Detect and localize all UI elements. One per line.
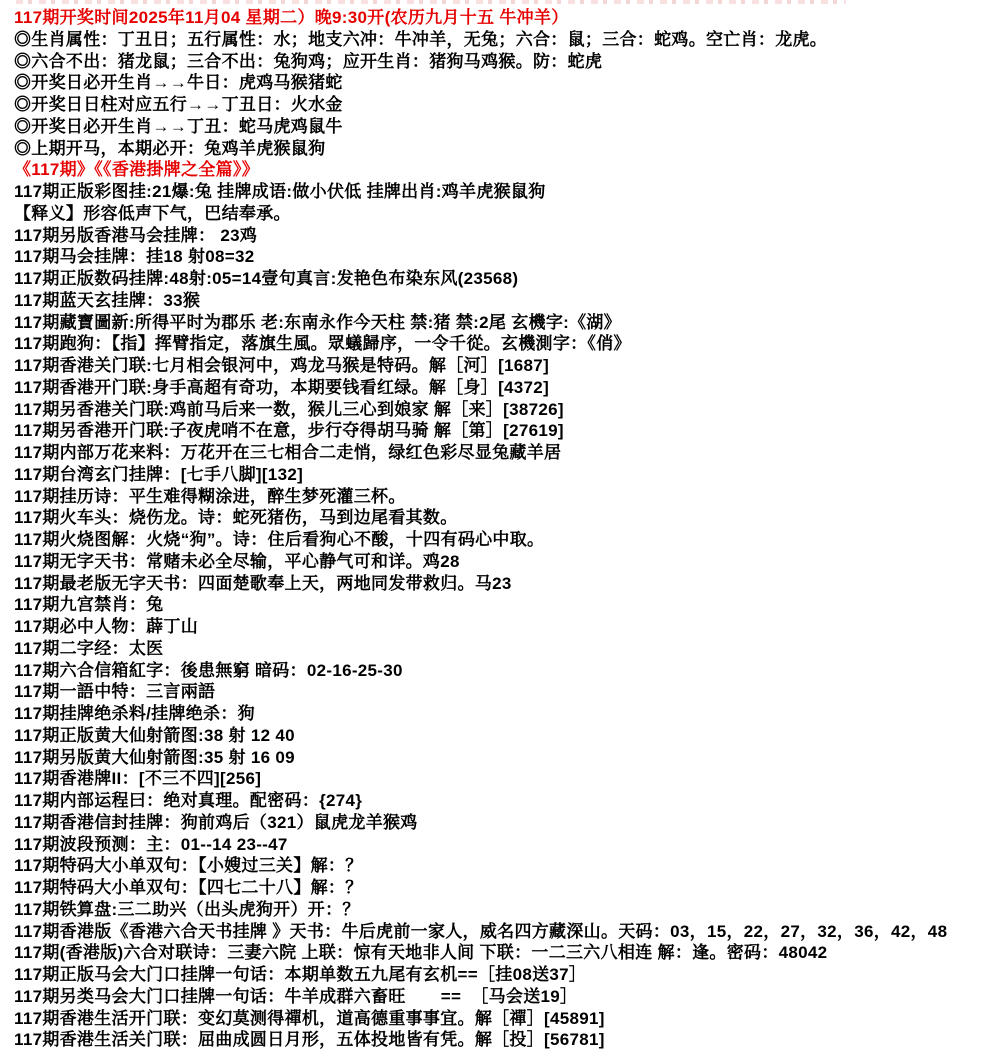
text-line: 117期香港版《香港六合天书挂牌 》天书：牛后虎前一家人，威名四方藏深山。天码：03，15，22，27，32，36，42，48 bbox=[14, 921, 948, 941]
text-line: 117期一語中特：三言兩語 bbox=[14, 682, 216, 702]
text-line: 117期特码大小单双句：【小嫂过三关】解：？ bbox=[14, 856, 363, 876]
text-line: 117期正版数码挂牌:48射:05=14壹句真言:发艳色布染东风(23568) bbox=[14, 269, 519, 288]
text-line: 117期内部万花来料：万花开在三七相合二走悄，绿红色彩尽显兔藏羊居 bbox=[14, 443, 562, 462]
text-line: 117期香港开门联:身手高超有奇功，本期要钱看红绿。解［身］[4372] bbox=[14, 377, 550, 397]
text-line: ◎生肖属性：丁丑日；五行属性：水；地支六冲：牛冲羊，无兔；六合：鼠；三合：蛇鸡。空亡肖：龙虎。 bbox=[14, 29, 828, 49]
text-line: 117期跑狗：【指】挥臂指定，落旗生風。眾蟻歸序，一令千從。玄機測字：《俏》 bbox=[14, 334, 631, 354]
text-line: 117期二字经：太医 bbox=[14, 638, 164, 658]
text-line: 117期无字天书：常赌未必全尽输，平心静气可和详。鸡28 bbox=[14, 551, 460, 571]
text-line: 117期特码大小单双句：【四七二十八】解：？ bbox=[14, 878, 363, 897]
lottery-text-page bbox=[14, 7, 996, 1051]
text-line: 117期正版黄大仙射箭图:38 射 12 40 bbox=[14, 725, 295, 745]
text-line: 117期内部运程曰：绝对真理。配密码：{274} bbox=[14, 791, 363, 810]
text-line: 117期最老版无字天书：四面楚歌奉上天，两地同发带救归。马23 bbox=[14, 573, 512, 593]
text-line: 117期香港信封挂牌：狗前鸡后（321）鼠虎龙羊猴鸡 bbox=[14, 812, 418, 832]
text-line: 117期藏寶圖新:所得平时为郡乐 老:东南永作今天柱 禁:猪 禁:2尾 玄機字:《湖》 bbox=[14, 312, 621, 332]
text-line: 117期火烧图解：火烧“狗”。诗：住后看狗心不酸，十四有码心中取。 bbox=[14, 530, 545, 549]
text-line: 117期必中人物：薜丁山 bbox=[14, 617, 199, 636]
text-line: 117期波段预测：主：01--14 23--47 bbox=[14, 834, 288, 854]
text-line: 【释义】形容低声下气，巴结奉承。 bbox=[14, 203, 291, 223]
text-line: 117期台湾玄门挂牌：[七手八脚][132] bbox=[14, 464, 304, 484]
text-line: ◎开奖日日柱对应五行→→丁丑日：火水金 bbox=[14, 95, 343, 114]
text-line: 117期另香港关门联:鸡前马后来一数，猴儿三心到娘家 解［来］[38726] bbox=[14, 399, 564, 419]
text-line: 117期香港生活开门联：变幻莫测得禪机，道高德重事事宜。解［禪］[45891] bbox=[14, 1008, 605, 1028]
text-line: 117期挂牌绝杀料/挂牌绝杀：狗 bbox=[14, 704, 255, 723]
text-line: 117期香港牌II：[不三不四][256] bbox=[14, 769, 262, 789]
text-line: 117期九宫禁肖：兔 bbox=[14, 595, 164, 615]
text-line: 117期另版香港马会挂牌： 23鸡 bbox=[14, 225, 258, 245]
text-line: 117期另香港开门联:子夜虎哨不在意，步行夺得胡马骑 解［第］[27619] bbox=[14, 421, 564, 441]
text-line: 117期铁算盘:三二助兴（出头虎狗开）开：？ bbox=[14, 899, 360, 919]
red-heading-line: 117期开奖时间2025年11月04 星期二）晚9:30开(农历九月十五 牛冲羊） bbox=[14, 8, 569, 27]
text-line: 117期香港生活关门联：屈曲成圆日月形，五体投地皆有凭。解［投］[56781] bbox=[14, 1030, 605, 1050]
text-line: 117期马会挂牌：挂18 射08=32 bbox=[14, 247, 255, 267]
text-line: 117期香港关门联:七月相会银河中，鸡龙马猴是特码。解［河］[1687] bbox=[14, 356, 550, 375]
text-line: ◎六合不出：猪龙鼠；三合不出：兔狗鸡；应开生肖：猪狗马鸡猴。防：蛇虎 bbox=[14, 51, 603, 71]
text-line: 117期挂历诗：平生难得糊涂进，醉生梦死灌三杯。 bbox=[14, 486, 406, 506]
text-line: 117期另版黄大仙射箭图:35 射 16 09 bbox=[14, 747, 295, 767]
text-line: 117期另类马会大门口挂牌一句话：牛羊成群六畜旺 == ［马会送19］ bbox=[14, 986, 578, 1006]
text-line: 117期火车头：烧伤龙。诗：蛇死猪伤，马到边尾看其数。 bbox=[14, 508, 458, 528]
red-heading-line: 《117期》《《香港掛牌之全篇》》 bbox=[14, 160, 260, 180]
text-line: ◎上期开马，本期必开：兔鸡羊虎猴鼠狗 bbox=[14, 138, 326, 158]
text-line: 117期(香港版)六合对联诗：三妻六院 上联：惊有天地非人间 下联：一二三六八相连 解：逢。密码：48042 bbox=[14, 943, 828, 963]
text-line: ◎开奖日必开生肖→→牛日：虎鸡马猴猪蛇 bbox=[14, 73, 343, 93]
text-line: 117期蓝天玄挂牌：33猴 bbox=[14, 290, 201, 310]
text-line: 117期正版马会大门口挂牌一句话：本期单数五九尾有玄机==［挂08送37］ bbox=[14, 965, 587, 984]
text-line: 117期正版彩图挂:21爆:兔 挂牌成语:做小伏低 挂牌出肖:鸡羊虎猴鼠狗 bbox=[14, 182, 546, 201]
text-line: 117期六合信箱紅字：後患無窮 暗码：02-16-25-30 bbox=[14, 660, 403, 680]
text-line: ◎开奖日必开生肖→→丁丑：蛇马虎鸡鼠牛 bbox=[14, 116, 343, 136]
clipped-top-line bbox=[16, 0, 846, 4]
